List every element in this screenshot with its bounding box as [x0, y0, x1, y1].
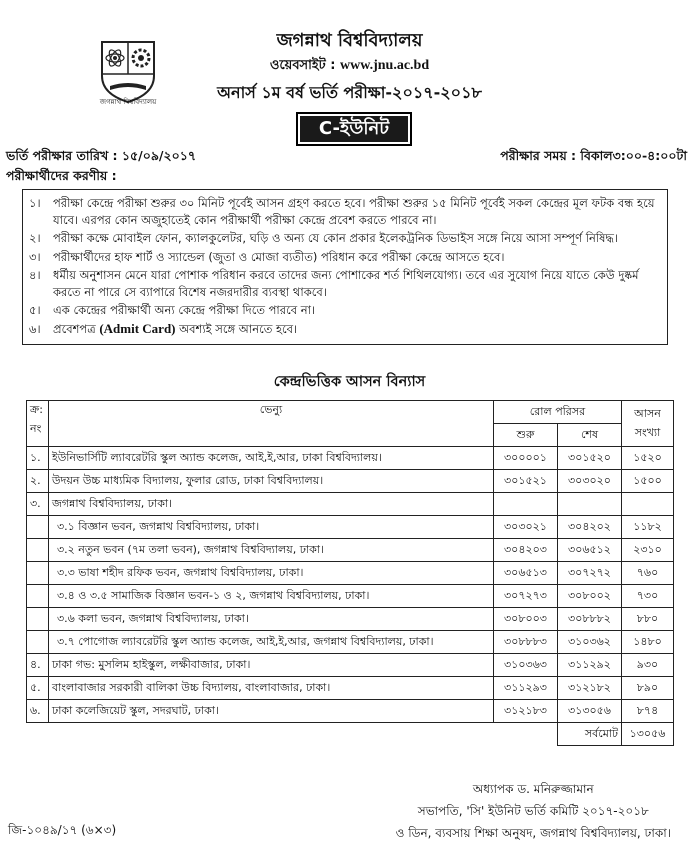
instruction-text: এক কেন্দ্রের পরীক্ষার্থী অন্য কেন্দ্রে পরীক্ষা দিতে পারবে না। [53, 303, 316, 317]
instruction-text: পরীক্ষা কক্ষে মোবাইল ফোন, ক্যালকুলেটর, ঘড়ি ও অন্য যে কোন প্রকার ইলেকট্রনিক ডিভাইস সঙ্গে নিয়ে আসা সম্পূর্ণ নিষিদ্ধ। [53, 231, 619, 245]
cell-roll-end: ৩০৮৮৮২ [557, 608, 621, 631]
cell-venue: বাংলাবাজার সরকারী বালিকা উচ্চ বিদ্যালয়, বাংলাবাজার, ঢাকা। [49, 677, 494, 700]
cell-roll-start: ৩১২১৮৩ [493, 700, 557, 723]
signature-block [396, 778, 671, 844]
instruction-number: ২। [29, 231, 41, 245]
cell-seats: ১৫২০ [622, 447, 674, 470]
table-row [27, 654, 674, 677]
signatory-name: অধ্যাপক ড. মনিরুজ্জামান [472, 782, 594, 796]
seat-plan [26, 400, 674, 746]
table-row [27, 585, 674, 608]
cell-venue: উদয়ন উচ্চ মাধ্যমিক বিদ্যালয়, ফুলার রোড, ঢাকা বিশ্ববিদ্যালয়। [49, 470, 494, 493]
instruction-text-before: প্রবেশপত্র [53, 321, 100, 336]
cell-roll-end: ৩০১৫২০ [557, 447, 621, 470]
cell-sl: ৬. [27, 700, 49, 723]
cell-seats: ৭৩০ [622, 585, 674, 608]
cell-roll-start: ৩১০৩৬৩ [493, 654, 557, 677]
website-label: ওয়েবসাইট : [269, 58, 336, 73]
total-label: সর্বমোট [557, 723, 621, 746]
instruction-number: ৬। [29, 321, 41, 336]
cell-sl [27, 631, 49, 654]
cell-seats: ২৩১০ [622, 539, 674, 562]
university-title: জগন্নাথ বিশ্ববিদ্যালয় [276, 30, 423, 51]
cell-sl [27, 516, 49, 539]
cell-sl [27, 562, 49, 585]
cell-sl: ৪. [27, 654, 49, 677]
cell-sl [27, 539, 49, 562]
cell-venue: ৩.৪ ও ৩.৫ সামাজিক বিজ্ঞান ভবন-১ ও ২, জগন্নাথ বিশ্ববিদ্যালয়, ঢাকা। [49, 585, 494, 608]
exam-time: পরীক্ষার সময় : বিকাল৩:০০-৪:০০টা [500, 148, 687, 163]
signatory-dept: ও ডিন, ব্যবসায় শিক্ষা অনুষদ, জগন্নাথ বিশ্ববিদ্যালয়, ঢাকা। [395, 826, 671, 840]
instruction-number: ৫। [29, 303, 41, 317]
seat-plan-table [26, 400, 674, 746]
table-row [27, 562, 674, 585]
instruction-text: পরীক্ষা কেন্দ্রে পরীক্ষা শুরুর ৩০ মিনিট পূর্বেই আসন গ্রহণ করতে হবে। পরীক্ষা শুরুর ১৫ মিনিট পূর্বেই সকল কেন্দ্রের মূল ফটক বন্ধ হয়ে যাবে। এরপর কোন অজুহাতেই কোন পরীক্ষার্থী পরীক্ষা কেন্দ্রে প্রবেশ করতে পারবে না। [53, 196, 655, 227]
instruction-number: ১। [29, 196, 41, 210]
cell-venue: ৩.৩ ভাষা শহীদ রফিক ভবন, জগন্নাথ বিশ্ববিদ্যালয়, ঢাকা। [49, 562, 494, 585]
cell-seats: ৮৮০ [622, 608, 674, 631]
cell-venue: ৩.১ বিজ্ঞান ভবন, জগন্নাথ বিশ্ববিদ্যালয়, ঢাকা। [49, 516, 494, 539]
cell-sl [27, 585, 49, 608]
table-row [27, 539, 674, 562]
instruction-item [29, 321, 661, 338]
cell-roll-end: ৩১২১৮২ [557, 677, 621, 700]
cell-venue: ৩.২ নতুন ভবন (৭ম তলা ভবন), জগন্নাথ বিশ্ববিদ্যালয়, ঢাকা। [49, 539, 494, 562]
cell-seats [622, 493, 674, 516]
instructions-box [22, 189, 668, 345]
cell-seats: ৮৯০ [622, 677, 674, 700]
cell-seats: ১৫০০ [622, 470, 674, 493]
cell-seats: ৮৭৪ [622, 700, 674, 723]
exam-title: অনার্স ১ম বর্ষ ভর্তি পরীক্ষা-২০১৭-২০১৮ [217, 83, 482, 102]
table-row [27, 700, 674, 723]
cell-roll-start: ৩০৮০০৩ [493, 608, 557, 631]
cell-sl: ১. [27, 447, 49, 470]
cell-roll-start: ৩০৭২৭৩ [493, 585, 557, 608]
instruction-item [29, 195, 661, 228]
instruction-text [53, 321, 661, 338]
cell-roll-end [557, 493, 621, 516]
cell-roll-start: ৩০১৫২১ [493, 470, 557, 493]
table-row [27, 447, 674, 470]
header-roll-range: রোল পরিসর [493, 401, 621, 424]
instruction-item [29, 230, 661, 247]
signatory-role: সভাপতি, 'সি' ইউনিট ভর্তি কমিটি ২০১৭-২০১৮ [417, 804, 649, 818]
exam-date: ভর্তি পরীক্ষার তারিখ : ১৫/০৯/২০১৭ [6, 148, 196, 163]
cell-roll-end: ৩০৭২৭২ [557, 562, 621, 585]
cell-sl: ৫. [27, 677, 49, 700]
website-link[interactable]: www.jnu.ac.bd [340, 58, 430, 73]
cell-venue: ঢাকা কলেজিয়েট স্কুল, সদরঘাট, ঢাকা। [49, 700, 494, 723]
table-body [27, 447, 674, 723]
cell-roll-start: ৩০৩০২১ [493, 516, 557, 539]
cell-venue: ৩.৭ পোগোজ ল্যাবরেটরি স্কুল অ্যান্ড কলেজ, আই,ই,আর, জগন্নাথ বিশ্ববিদ্যালয়, ঢাকা। [49, 631, 494, 654]
cell-venue: ঢাকা গভ: মুসলিম হাইস্কুল, লক্ষীবাজার, ঢাকা। [49, 654, 494, 677]
cell-roll-start: ৩০৬৫১৩ [493, 562, 557, 585]
unit-badge: C-ইউনিট [296, 112, 412, 146]
cell-seats: ১১৮২ [622, 516, 674, 539]
table-row [27, 470, 674, 493]
cell-roll-start: ৩০৪২০৩ [493, 539, 557, 562]
table-row [27, 516, 674, 539]
cell-venue: ৩.৬ কলা ভবন, জগন্নাথ বিশ্ববিদ্যালয়, ঢাকা। [49, 608, 494, 631]
header-sl: ক্র: নং [27, 401, 49, 447]
cell-roll-end: ৩০৪২০২ [557, 516, 621, 539]
cell-roll-start [493, 493, 557, 516]
seat-plan-title: কেন্দ্রভিত্তিক আসন বিন্যাস [273, 374, 426, 390]
cell-sl [27, 608, 49, 631]
total-row [27, 723, 674, 746]
instruction-item [29, 302, 661, 319]
instruction-text-after: অবশ্যই সঙ্গে আনতে হবে। [175, 321, 298, 336]
table-row [27, 608, 674, 631]
instruction-item [29, 267, 661, 300]
admit-card-term: (Admit Card) [99, 320, 176, 336]
total-value: ১৩০৫৬ [622, 723, 674, 746]
instruction-item [29, 249, 661, 266]
cell-seats: ৯৩০ [622, 654, 674, 677]
cell-venue: ইউনিভার্সিটি ল্যাবরেটরি স্কুল অ্যান্ড কলেজ, আই,ই,আর, ঢাকা বিশ্ববিদ্যালয়। [49, 447, 494, 470]
cell-roll-end: ৩০৩০২০ [557, 470, 621, 493]
cell-seats: ৭৬০ [622, 562, 674, 585]
cell-roll-end: ৩০৮০০২ [557, 585, 621, 608]
cell-roll-end: ৩১০৩৬২ [557, 631, 621, 654]
logo-motto: জগন্নাথ বিশ্ববিদ্যালয় [99, 98, 157, 106]
cell-venue: জগন্নাথ বিশ্ববিদ্যালয়, ঢাকা। [49, 493, 494, 516]
instruction-text: পরীক্ষার্থীদের হাফ শার্ট ও স্যান্ডেল (জুতা ও মোজা ব্যতীত) পরিধান করে পরীক্ষা কেন্দ্রে আসতে হবে। [53, 249, 505, 264]
header-seats: আসন সংখ্যা [622, 401, 674, 447]
cell-roll-end: ৩১১২৯২ [557, 654, 621, 677]
table-row [27, 631, 674, 654]
cell-roll-start: ৩১১২৯৩ [493, 677, 557, 700]
cell-roll-end: ৩১৩০৫৬ [557, 700, 621, 723]
duties-heading: পরীক্ষার্থীদের করণীয় : [6, 168, 117, 183]
reference-number: জি-১০৪৯/১৭ (৬×৩) [8, 823, 117, 837]
cell-seats: ১৪৮০ [622, 631, 674, 654]
instruction-number: ৪। [29, 268, 41, 282]
header-start: শুরু [493, 424, 557, 447]
header-venue: ভেন্যু [49, 401, 494, 447]
table-row [27, 493, 674, 516]
instruction-number: ৩। [29, 249, 41, 264]
cell-sl: ২. [27, 470, 49, 493]
cell-roll-start: ৩০৮৮৮৩ [493, 631, 557, 654]
instruction-text: ধর্মীয় অনুশাসন মেনে যারা পোশাক পরিধান করবে তাদের জন্য পোশাকের শর্ত শিথিলযোগ্য। তবে এর সুযোগ নিয়ে যাতে কেউ দুষ্কর্ম করতে না পারে সে ব্যাপারে বিশেষ নজরদারীর ব্যবস্থা থাকবে। [53, 268, 639, 299]
table-header-row [27, 401, 674, 424]
table-row [27, 677, 674, 700]
cell-roll-end: ৩০৬৫১২ [557, 539, 621, 562]
cell-sl: ৩. [27, 493, 49, 516]
cell-roll-start: ৩০০০০১ [493, 447, 557, 470]
website-line [0, 56, 699, 77]
header-end: শেষ [557, 424, 621, 447]
